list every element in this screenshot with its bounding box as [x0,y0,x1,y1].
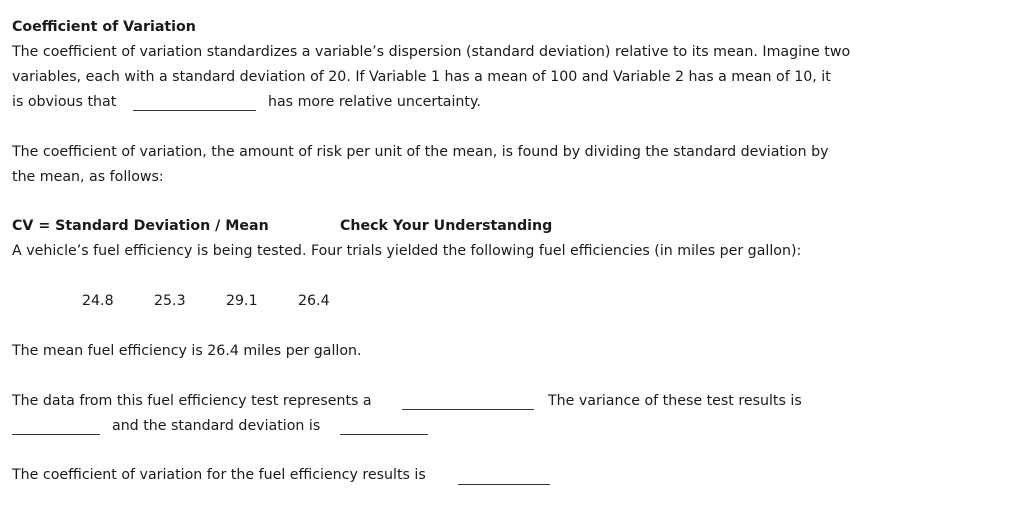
answer-blank-std-dev[interactable] [340,434,428,435]
answer-blank-variable[interactable] [133,110,256,111]
q2-text: The coefficient of variation for the fuel efficiency results is [12,467,426,483]
answer-blank-cv[interactable] [458,484,550,485]
answer-blank-variance[interactable] [12,434,100,435]
definition-line-1: The coefficient of variation, the amount of risk per unit of the mean, is found by dividing the standard deviation by [12,144,829,160]
check-understanding-heading: Check Your Understanding [340,218,553,234]
q1-text: The data from this fuel efficiency test represents a [12,393,372,409]
intro-line-3-start: is obvious that [12,94,117,110]
answer-blank-data-type[interactable] [402,409,534,410]
intro-line-3-end: has more relative uncertainty. [268,94,481,110]
cv-formula: CV = Standard Deviation / Mean [12,218,269,234]
problem-text: A vehicle’s fuel efficiency is being tested. Four trials yielded the following fuel efficiencies (in miles per gallon): [12,243,802,259]
trial-value: 26.4 [298,293,330,309]
trial-value: 29.1 [226,293,258,309]
sd-text: and the standard deviation is [112,418,321,434]
intro-line-1: The coefficient of variation standardizes a variable’s dispersion (standard deviation) relative to its mean. Imagine two [12,44,851,60]
section-title: Coefficient of Variation [12,19,196,35]
variance-text: The variance of these test results is [548,393,802,409]
intro-line-2: variables, each with a standard deviation of 20. If Variable 1 has a mean of 100 and Variable 2 has a mean of 10, it [12,69,831,85]
definition-line-2: the mean, as follows: [12,169,164,185]
mean-text: The mean fuel efficiency is 26.4 miles per gallon. [12,343,362,359]
trial-value: 25.3 [154,293,186,309]
trial-value: 24.8 [82,293,114,309]
